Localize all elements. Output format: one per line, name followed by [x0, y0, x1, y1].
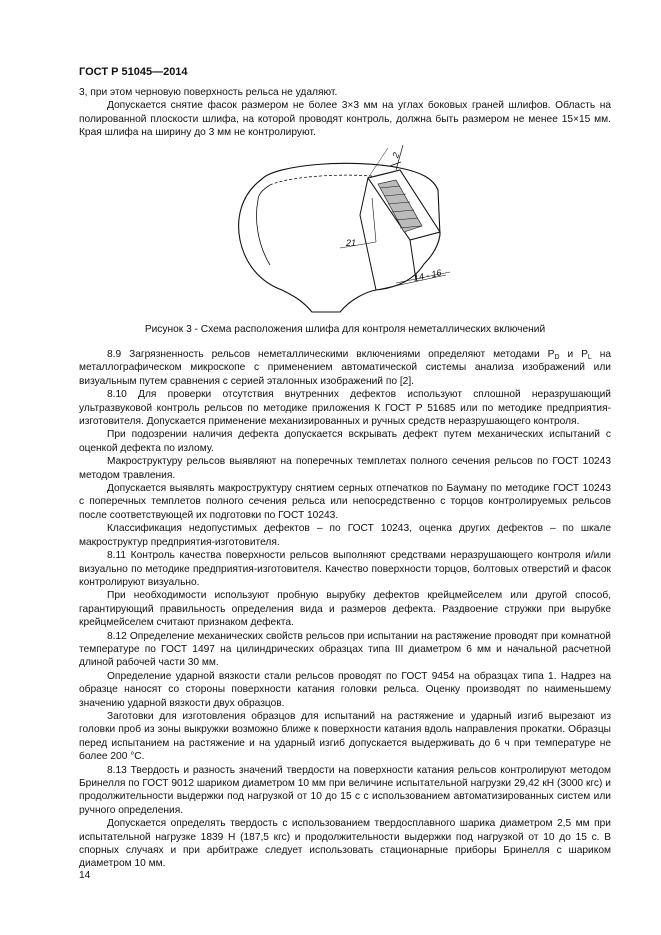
paragraph-blanks: Заготовки для изготовления образцов для испытаний на растяжение и ударный изгиб вырезают из головки проб из зоны выкружки возможно ближе к поверхности катания вдоль направления прокатки. Образцы перед испытанием на растяжение и на ударный изгиб допускается выдерживать до 6 ч при температуре не более 200 °С. [79, 710, 611, 763]
paragraph-suspect: При подозрении наличия дефекта допускается вскрывать дефект путем механических испытаний с оценкой дефекта по излому. [79, 429, 611, 454]
paragraph-macro: Макроструктуру рельсов выявляют на поперечных темплетах полного сечения рельсов по ГОСТ 10243 методом травления. [79, 456, 611, 481]
paragraph-8-12: 8.12 Определение механических свойств рельсов при испытании на растяжение проводят при комнатной температуре по ГОСТ 1497 на цилиндрических образцах типа III диаметром 6 мм и начальной расчетной длиной рабочей части 30 мм. [79, 630, 611, 669]
paragraph-carbide: Допускается определять твердость с использованием твердосплавного шарика диаметром 2,5 мм при испытательной нагрузке 1839 Н (187,5 кгс) и продолжительности выдержки под нагрузкой от 10 до 15 с. В спорных случаях и при арбитраже следует использовать стационарные приборы Бринелля с шариком диаметром 10 мм. [79, 818, 611, 870]
standard-header: ГОСТ Р 51045—2014 [79, 66, 188, 78]
paragraph-classification: Классификация недопустимых дефектов – по ГОСТ 10243, оценка других дефектов – по шкале макроструктур предприятия-изготовителя. [79, 523, 611, 548]
rail-head-inner-line [258, 185, 270, 200]
paragraph-8-9: 8.9 Загрязненность рельсов неметаллическими включениями определяют методами $P_D$ и $P_L$ на металлографическом микроскопе с применением автоматической системы анализа изображений или визуальным путем сравнения с серией эталонных изображений по [2]. [79, 349, 611, 387]
paragraph-8-13: 8.13 Твердость и разность значений твердости на поверхности катания рельсов контролируют методом Бринелля по ГОСТ 9012 шариком диаметром 10 мм при величине испытательной нагрузки 29,42 кН (3000 кгс) и продолжительности выдержки под нагрузкой от 10 до 15 с с использованием автоматизированных систем или ручного определения. [79, 764, 611, 816]
dimension-14-16-label: 14 - 16 [412, 267, 443, 284]
paragraph-8-11: 8.11 Контроль качества поверхности рельсов выполняют средствами неразрушающего контроля и/или визуально по методике предприятия-изготовителя. Качество поверхности торцов, болтовых отверстий и фасок контролируют визуально. [79, 550, 611, 588]
intro-text [79, 86, 611, 140]
intro-paragraph: Допускается снятие фасок размером не более 3×3 мм на углах боковых граней шлифов. Область на полированной плоскости шлифа, на которой проводят контроль, должна быть размером не менее 15×15 мм. Края шлифа на ширину до 3 мм не контролируют. [79, 100, 611, 139]
intro-line: 3, при этом черновую поверхность рельса не удаляют. [79, 87, 338, 98]
figure-caption: Рисунок 3 - Схема расположения шлифа для контроля неметаллических включений [144, 324, 546, 335]
dimension-2-label: 2 [390, 151, 402, 160]
page-number: 14 [79, 870, 91, 881]
sample-lower-edge [360, 178, 376, 290]
main-text [79, 348, 611, 871]
rail-head-sample-figure [200, 140, 460, 320]
paragraph-baumann: Допускается выявлять макроструктуру снятием серных отпечатков по Бауману по методике ГОСТ 10243 с поперечных темплетов полного сечения рельса или непосредственно с торцов контролируемых рельсов после соответствующей их подготовки по ГОСТ 10243. [79, 483, 611, 521]
paragraph-8-10: 8.10 Для проверки отсутствия внутренних дефектов используют сплошной неразрушающий ультразвуковой контроль рельсов по методике приложения К ГОСТ Р 51685 или по методике предприятия-изготовителя. Допускается применение механизированных и ручных средств неразрушающего контроля. [79, 389, 611, 428]
rail-head-shoulder-line [257, 200, 271, 265]
paragraph-probe: При необходимости используют пробную вырубку дефектов крейцмейселем или другой способ, гарантирующий правильность определения вида и размеров дефекта. Раздвоение стружки при вырубке крейцмейселем считают признаком дефекта. [79, 590, 611, 629]
paragraph-impact: Определение ударной вязкости стали рельсов проводят по ГОСТ 9454 на образцах типа 1. Надрез на образце наносят со стороны поверхности катания головки рельса. Оценку производят по наименьшему значению ударной вязкости двух образцов. [79, 670, 611, 709]
dimension-21-label: 21 [346, 238, 357, 248]
